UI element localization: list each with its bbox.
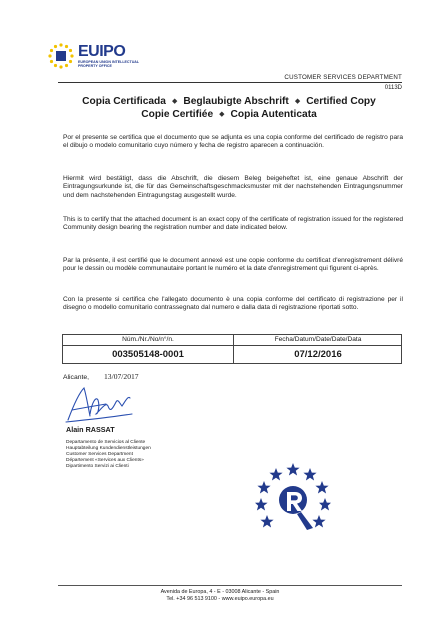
registration-number: 003505148-0001 (112, 349, 184, 360)
footer-address (0, 589, 440, 603)
issue-place: Alicante, (63, 374, 90, 381)
footer-contact-line: Tel. +34 96 513 9100 - www.euipo.europa.eu (166, 596, 274, 603)
role-line: Customer Services Department (66, 452, 133, 458)
title-it: Copia Autenticata (230, 109, 317, 120)
certification-text-es: Por el presente se certifica que el documento que se adjunta es una copia conforme del certificado de registro para el dibujo o modelo comunitario cuyo número y fecha de registro aparecen a continuación. (63, 134, 403, 150)
certification-text-fr: Par la présente, il est certifié que le document annexé est une copie conforme du certificat d'enregistrement délivré pour le dessin ou modèle communautaire portant le numéro et la date d'enregistrement qui figurent ci-après. (63, 257, 403, 273)
footer-address-line: Avenida de Europa, 4 - E - 03008 Alicante - Spain (160, 589, 280, 595)
diamond-separator-icon: ◆ (219, 111, 225, 118)
registration-date: 07/12/2016 (294, 349, 342, 360)
role-line: Dipartimento Servizi ai Clienti (66, 464, 129, 470)
department-label: CUSTOMER SERVICES DEPARTMENT (284, 74, 402, 81)
logo-subtitle: EUROPEAN UNION INTELLECTUAL PROPERTY OFFICE (78, 60, 140, 69)
date-header: Fecha/Datum/Date/Date/Data (274, 336, 362, 343)
euipo-logo (46, 41, 156, 73)
title-line-1 (50, 96, 408, 109)
diamond-separator-icon: ◆ (294, 98, 301, 105)
issue-date: 13/07/2017 (104, 372, 139, 381)
certification-text-en: This is to certify that the attached document is an exact copy of the certificate of registration issued for the registered Community design bearing the registration number and date indicated below. (63, 216, 403, 232)
footer-divider (58, 585, 402, 586)
eu-stars-logo-icon (46, 41, 76, 71)
signer-roles (66, 440, 151, 470)
handwritten-signature (62, 384, 137, 426)
diamond-separator-icon: ◆ (171, 98, 178, 105)
role-line: Hauptabteilung Kundendienstleistungen (66, 446, 151, 452)
number-header: Núm./Nr./No/n°/n. (122, 336, 174, 343)
title-fr: Copie Certifiée (141, 109, 214, 120)
header-divider (58, 82, 402, 83)
registration-table (62, 334, 402, 364)
certification-text-it: Con la presente si certifica che l'allegato documento è una copia conforme del certificato di registrazione per il disegno o modello comunitario contrassegnato dal numero e dalla data di registrazione riportati sotto. (63, 296, 403, 312)
role-line: Département «Services aux Clients» (66, 458, 144, 464)
signer-name: Alain RASSAT (66, 425, 115, 434)
role-line: Departamento de Servicios al Cliente (66, 440, 146, 445)
registered-seal-icon (255, 460, 331, 536)
logo-brand: EUIPO (78, 43, 126, 60)
title-en: Certified Copy (306, 96, 376, 107)
document-title (50, 96, 408, 122)
document-code: 0113D (384, 85, 402, 91)
title-es: Copia Certificada (82, 96, 166, 107)
title-line-2 (50, 109, 408, 122)
title-de: Beglaubigte Abschrift (183, 96, 289, 107)
certification-text-de: Hiermit wird bestätigt, dass die Abschrift, die diesem Beleg beigeheftet ist, eine genaue Abschrift der Eintragungsurkunde ist, die für das Gemeinschaftsgeschmacksmuster mit der nachstehenden Eintragungsnummer und dem nachstehenden Eintragungstag ausgestellt wurde. (63, 175, 403, 199)
